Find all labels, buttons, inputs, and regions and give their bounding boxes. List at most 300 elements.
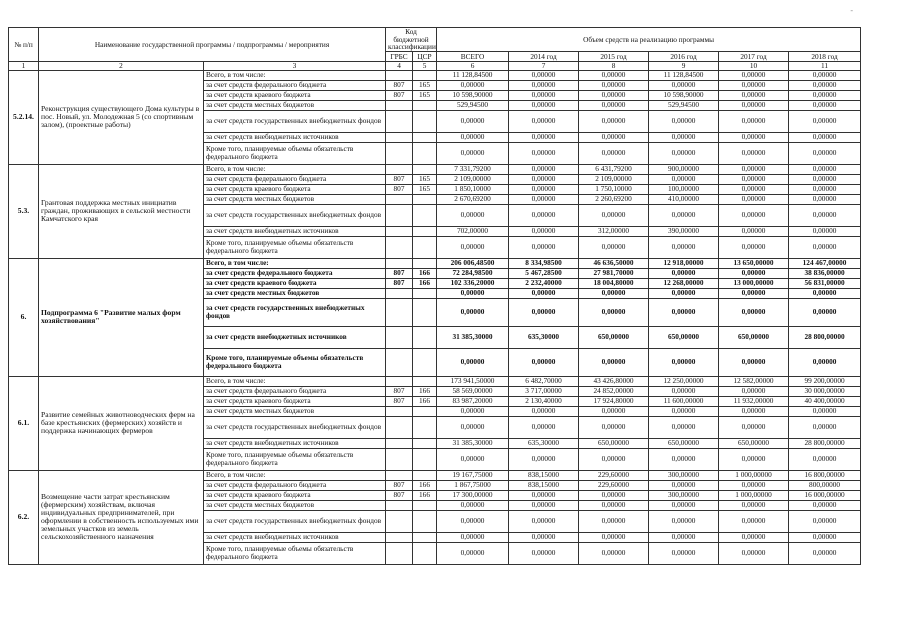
year-value: 12 268,00000 bbox=[649, 278, 719, 288]
year-value: 0,00000 bbox=[719, 110, 789, 132]
csr-code bbox=[413, 510, 437, 532]
year-value: 0,00000 bbox=[789, 90, 861, 100]
year-value: 11 600,00000 bbox=[649, 396, 719, 406]
year-value: 0,00000 bbox=[649, 500, 719, 510]
year-value: 16 800,00000 bbox=[789, 470, 861, 480]
header-volume: Объем средств на реализацию программы bbox=[437, 28, 861, 52]
year-value: 0,00000 bbox=[509, 348, 579, 376]
total-value: 2 109,00000 bbox=[437, 174, 509, 184]
funding-source-label: за счет средств краевого бюджета bbox=[204, 184, 386, 194]
year-value: 838,15000 bbox=[509, 480, 579, 490]
year-value: 0,00000 bbox=[649, 80, 719, 90]
funding-source-label: за счет средств местных бюджетов bbox=[204, 288, 386, 298]
year-value: 0,00000 bbox=[579, 542, 649, 564]
year-value: 0,00000 bbox=[649, 268, 719, 278]
grbs-code: 807 bbox=[386, 268, 413, 278]
grbs-code bbox=[386, 226, 413, 236]
year-value: 100,00000 bbox=[649, 184, 719, 194]
csr-code: 165 bbox=[413, 90, 437, 100]
csr-code bbox=[413, 142, 437, 164]
year-value: 13 000,00000 bbox=[719, 278, 789, 288]
total-value: 0,00000 bbox=[437, 288, 509, 298]
year-value: 0,00000 bbox=[719, 298, 789, 326]
grbs-code bbox=[386, 532, 413, 542]
year-value: 0,00000 bbox=[579, 236, 649, 258]
total-value: 11 128,84500 bbox=[437, 70, 509, 80]
grbs-code: 807 bbox=[386, 184, 413, 194]
year-value: 18 004,80000 bbox=[579, 278, 649, 288]
year-value: 2 260,69200 bbox=[579, 194, 649, 204]
csr-code bbox=[413, 132, 437, 142]
year-value: 0,00000 bbox=[719, 174, 789, 184]
index-cell: 8 bbox=[579, 61, 649, 70]
year-value: 16 000,00000 bbox=[789, 490, 861, 500]
year-value: 43 426,80000 bbox=[579, 376, 649, 386]
year-value: 0,00000 bbox=[789, 348, 861, 376]
csr-code bbox=[413, 70, 437, 80]
year-value: 40 400,00000 bbox=[789, 396, 861, 406]
year-value: 0,00000 bbox=[509, 510, 579, 532]
year-value: 0,00000 bbox=[579, 90, 649, 100]
grbs-code bbox=[386, 376, 413, 386]
grbs-code bbox=[386, 70, 413, 80]
csr-code bbox=[413, 236, 437, 258]
csr-code bbox=[413, 542, 437, 564]
table-row bbox=[9, 164, 861, 174]
funding-source-label: Кроме того, планируемые объемы обязательств федерального бюджета bbox=[204, 236, 386, 258]
year-value: 0,00000 bbox=[719, 500, 789, 510]
year-value: 0,00000 bbox=[649, 510, 719, 532]
year-value: 0,00000 bbox=[719, 70, 789, 80]
year-value: 0,00000 bbox=[509, 448, 579, 470]
index-cell: 2 bbox=[39, 61, 204, 70]
total-value: 72 284,98500 bbox=[437, 268, 509, 278]
funding-source-label: за счет средств федерального бюджета bbox=[204, 174, 386, 184]
grbs-code: 807 bbox=[386, 174, 413, 184]
csr-code bbox=[413, 110, 437, 132]
year-value: 0,00000 bbox=[579, 110, 649, 132]
grbs-code: 807 bbox=[386, 90, 413, 100]
year-value: 0,00000 bbox=[649, 142, 719, 164]
total-value: 19 167,75000 bbox=[437, 470, 509, 480]
year-value: 0,00000 bbox=[719, 288, 789, 298]
year-value: 0,00000 bbox=[579, 100, 649, 110]
year-value: 0,00000 bbox=[649, 132, 719, 142]
header-grbs: ГРБС bbox=[386, 51, 413, 61]
year-value: 0,00000 bbox=[719, 194, 789, 204]
program-name: Подпрограмма 6 "Развитие малых форм хозяйствования" bbox=[39, 258, 204, 376]
year-value: 0,00000 bbox=[789, 80, 861, 90]
csr-code bbox=[413, 500, 437, 510]
year-value: 0,00000 bbox=[789, 194, 861, 204]
year-value: 2 109,00000 bbox=[579, 174, 649, 184]
year-value: 0,00000 bbox=[789, 132, 861, 142]
year-value: 28 800,00000 bbox=[789, 438, 861, 448]
year-value: 229,60000 bbox=[579, 480, 649, 490]
year-value: 0,00000 bbox=[509, 184, 579, 194]
program-name: Развитие семейных животноводческих ферм на базе крестьянских (фермерских) хозяйств и поддержка начинающих фермеров bbox=[39, 376, 204, 470]
csr-code: 166 bbox=[413, 268, 437, 278]
funding-source-label: за счет средств внебюджетных источников bbox=[204, 532, 386, 542]
year-value: 0,00000 bbox=[789, 184, 861, 194]
total-value: 0,00000 bbox=[437, 510, 509, 532]
total-value: 31 385,30000 bbox=[437, 438, 509, 448]
grbs-code bbox=[386, 438, 413, 448]
year-value: 0,00000 bbox=[579, 348, 649, 376]
year-value: 312,00000 bbox=[579, 226, 649, 236]
year-value: 650,00000 bbox=[579, 326, 649, 348]
funding-source-label: за счет средств федерального бюджета bbox=[204, 386, 386, 396]
funding-source-label: за счет средств государственных внебюджетных фондов bbox=[204, 510, 386, 532]
year-value: 0,00000 bbox=[509, 500, 579, 510]
year-value: 635,30000 bbox=[509, 326, 579, 348]
year-value: 0,00000 bbox=[789, 110, 861, 132]
row-number: 6. bbox=[9, 258, 39, 376]
header-year: 2015 год bbox=[579, 51, 649, 61]
total-value: 1 867,75000 bbox=[437, 480, 509, 490]
total-value: 0,00000 bbox=[437, 542, 509, 564]
csr-code bbox=[413, 298, 437, 326]
funding-source-label: за счет средств местных бюджетов bbox=[204, 500, 386, 510]
year-value: 0,00000 bbox=[719, 226, 789, 236]
total-value: 0,00000 bbox=[437, 416, 509, 438]
grbs-code bbox=[386, 132, 413, 142]
index-row bbox=[9, 61, 861, 70]
grbs-code bbox=[386, 110, 413, 132]
year-value: 900,00000 bbox=[649, 164, 719, 174]
total-value: 0,00000 bbox=[437, 500, 509, 510]
total-value: 0,00000 bbox=[437, 204, 509, 226]
year-value: 0,00000 bbox=[509, 490, 579, 500]
year-value: 0,00000 bbox=[579, 80, 649, 90]
year-value: 0,00000 bbox=[719, 132, 789, 142]
year-value: 0,00000 bbox=[509, 194, 579, 204]
funding-source-label: за счет средств внебюджетных источников bbox=[204, 438, 386, 448]
total-value: 58 569,00000 bbox=[437, 386, 509, 396]
csr-code bbox=[413, 204, 437, 226]
year-value: 0,00000 bbox=[719, 510, 789, 532]
year-value: 0,00000 bbox=[719, 386, 789, 396]
csr-code: 166 bbox=[413, 396, 437, 406]
total-value: 7 331,79200 bbox=[437, 164, 509, 174]
year-value: 0,00000 bbox=[789, 448, 861, 470]
index-cell: 3 bbox=[204, 61, 386, 70]
year-value: 0,00000 bbox=[579, 490, 649, 500]
index-cell: 5 bbox=[413, 61, 437, 70]
csr-code bbox=[413, 416, 437, 438]
year-value: 0,00000 bbox=[789, 70, 861, 80]
year-value: 1 000,00000 bbox=[719, 490, 789, 500]
year-value: 0,00000 bbox=[509, 542, 579, 564]
index-cell: 9 bbox=[649, 61, 719, 70]
funding-source-label: за счет средств внебюджетных источников bbox=[204, 226, 386, 236]
grbs-code bbox=[386, 416, 413, 438]
year-value: 0,00000 bbox=[509, 532, 579, 542]
year-value: 0,00000 bbox=[579, 298, 649, 326]
index-cell: 4 bbox=[386, 61, 413, 70]
total-value: 0,00000 bbox=[437, 348, 509, 376]
total-value: 2 670,69200 bbox=[437, 194, 509, 204]
header-total: ВСЕГО bbox=[437, 51, 509, 61]
index-cell: 7 bbox=[509, 61, 579, 70]
funding-source-label: Всего, в том числе: bbox=[204, 376, 386, 386]
csr-code bbox=[413, 448, 437, 470]
year-value: 38 836,00000 bbox=[789, 268, 861, 278]
year-value: 0,00000 bbox=[789, 510, 861, 532]
year-value: 410,00000 bbox=[649, 194, 719, 204]
year-value: 0,00000 bbox=[649, 386, 719, 396]
year-value: 2 232,40000 bbox=[509, 278, 579, 288]
year-value: 0,00000 bbox=[509, 204, 579, 226]
year-value: 6 431,79200 bbox=[579, 164, 649, 174]
row-number: 5.3. bbox=[9, 164, 39, 258]
grbs-code bbox=[386, 194, 413, 204]
year-value: 0,00000 bbox=[789, 298, 861, 326]
funding-source-label: за счет средств краевого бюджета bbox=[204, 278, 386, 288]
year-value: 0,00000 bbox=[579, 510, 649, 532]
year-value: 0,00000 bbox=[509, 70, 579, 80]
funding-source-label: Кроме того, планируемые объемы обязательств федерального бюджета bbox=[204, 448, 386, 470]
year-value: 0,00000 bbox=[789, 174, 861, 184]
year-value: 99 200,00000 bbox=[789, 376, 861, 386]
grbs-code bbox=[386, 142, 413, 164]
funding-source-label: Всего, в том числе: bbox=[204, 164, 386, 174]
year-value: 0,00000 bbox=[579, 132, 649, 142]
funding-source-label: за счет средств федерального бюджета bbox=[204, 80, 386, 90]
grbs-code: 807 bbox=[386, 386, 413, 396]
year-value: 650,00000 bbox=[649, 326, 719, 348]
year-value: 0,00000 bbox=[579, 500, 649, 510]
year-value: 12 918,00000 bbox=[649, 258, 719, 268]
csr-code bbox=[413, 470, 437, 480]
funding-source-label: за счет средств внебюджетных источников bbox=[204, 132, 386, 142]
year-value: 0,00000 bbox=[719, 480, 789, 490]
header-year: 2018 год bbox=[789, 51, 861, 61]
grbs-code bbox=[386, 298, 413, 326]
year-value: 529,94500 bbox=[649, 100, 719, 110]
year-value: 24 852,00000 bbox=[579, 386, 649, 396]
year-value: 0,00000 bbox=[789, 542, 861, 564]
year-value: 0,00000 bbox=[719, 532, 789, 542]
grbs-code: 807 bbox=[386, 490, 413, 500]
year-value: 0,00000 bbox=[649, 204, 719, 226]
year-value: 0,00000 bbox=[509, 416, 579, 438]
funding-source-label: за счет средств федерального бюджета bbox=[204, 268, 386, 278]
program-name: Реконструкция существующего Дома культуры в пос. Новый, ул. Молодежная 5 (со спортивным залом), (проектные работы) bbox=[39, 70, 204, 164]
index-cell: 1 bbox=[9, 61, 39, 70]
year-value: 0,00000 bbox=[719, 542, 789, 564]
index-cell: 6 bbox=[437, 61, 509, 70]
year-value: 0,00000 bbox=[789, 406, 861, 416]
table-row bbox=[9, 258, 861, 268]
grbs-code bbox=[386, 348, 413, 376]
year-value: 0,00000 bbox=[509, 132, 579, 142]
year-value: 300,00000 bbox=[649, 470, 719, 480]
year-value: 0,00000 bbox=[509, 142, 579, 164]
year-value: 0,00000 bbox=[579, 532, 649, 542]
year-value: 27 981,70000 bbox=[579, 268, 649, 278]
csr-code: 165 bbox=[413, 174, 437, 184]
funding-source-label: за счет средств государственных внебюджетных фондов bbox=[204, 110, 386, 132]
year-value: 650,00000 bbox=[719, 438, 789, 448]
funding-source-label: за счет средств местных бюджетов bbox=[204, 100, 386, 110]
year-value: 1 000,00000 bbox=[719, 470, 789, 480]
table-row bbox=[9, 376, 861, 386]
year-value: 0,00000 bbox=[509, 288, 579, 298]
total-value: 10 598,90000 bbox=[437, 90, 509, 100]
funding-source-label: Кроме того, планируемые объемы обязательств федерального бюджета bbox=[204, 542, 386, 564]
year-value: 28 800,00000 bbox=[789, 326, 861, 348]
header-year: 2014 год bbox=[509, 51, 579, 61]
funding-source-label: Всего, в том числе: bbox=[204, 258, 386, 268]
year-value: 0,00000 bbox=[789, 100, 861, 110]
year-value: 3 717,00000 bbox=[509, 386, 579, 396]
total-value: 0,00000 bbox=[437, 298, 509, 326]
year-value: 300,00000 bbox=[649, 490, 719, 500]
csr-code: 165 bbox=[413, 184, 437, 194]
funding-source-label: за счет средств государственных внебюджетных фондов bbox=[204, 298, 386, 326]
total-value: 702,00000 bbox=[437, 226, 509, 236]
year-value: 1 750,10000 bbox=[579, 184, 649, 194]
year-value: 0,00000 bbox=[649, 288, 719, 298]
grbs-code: 807 bbox=[386, 480, 413, 490]
year-value: 6 482,70000 bbox=[509, 376, 579, 386]
year-value: 11 932,00000 bbox=[719, 396, 789, 406]
year-value: 0,00000 bbox=[719, 448, 789, 470]
csr-code bbox=[413, 226, 437, 236]
grbs-code bbox=[386, 500, 413, 510]
year-value: 800,00000 bbox=[789, 480, 861, 490]
corner-mark: - bbox=[850, 6, 853, 15]
grbs-code bbox=[386, 470, 413, 480]
year-value: 0,00000 bbox=[579, 288, 649, 298]
year-value: 0,00000 bbox=[649, 448, 719, 470]
year-value: 0,00000 bbox=[789, 288, 861, 298]
year-value: 0,00000 bbox=[509, 298, 579, 326]
total-value: 31 385,30000 bbox=[437, 326, 509, 348]
year-value: 0,00000 bbox=[509, 236, 579, 258]
csr-code: 166 bbox=[413, 386, 437, 396]
funding-source-label: за счет средств краевого бюджета bbox=[204, 396, 386, 406]
year-value: 0,00000 bbox=[719, 164, 789, 174]
year-value: 0,00000 bbox=[719, 142, 789, 164]
year-value: 11 128,84500 bbox=[649, 70, 719, 80]
year-value: 650,00000 bbox=[579, 438, 649, 448]
table-row bbox=[9, 470, 861, 480]
table-row bbox=[9, 70, 861, 80]
year-value: 13 650,00000 bbox=[719, 258, 789, 268]
year-value: 0,00000 bbox=[719, 90, 789, 100]
csr-code: 166 bbox=[413, 480, 437, 490]
csr-code: 166 bbox=[413, 278, 437, 288]
grbs-code bbox=[386, 542, 413, 564]
year-value: 0,00000 bbox=[789, 500, 861, 510]
grbs-code bbox=[386, 236, 413, 258]
year-value: 0,00000 bbox=[509, 174, 579, 184]
total-value: 0,00000 bbox=[437, 236, 509, 258]
grbs-code: 807 bbox=[386, 80, 413, 90]
csr-code bbox=[413, 194, 437, 204]
total-value: 529,94500 bbox=[437, 100, 509, 110]
year-value: 0,00000 bbox=[649, 532, 719, 542]
year-value: 0,00000 bbox=[789, 142, 861, 164]
year-value: 56 831,00000 bbox=[789, 278, 861, 288]
year-value: 0,00000 bbox=[719, 80, 789, 90]
year-value: 0,00000 bbox=[509, 226, 579, 236]
year-value: 2 130,40000 bbox=[509, 396, 579, 406]
year-value: 46 636,50000 bbox=[579, 258, 649, 268]
year-value: 12 250,00000 bbox=[649, 376, 719, 386]
year-value: 0,00000 bbox=[579, 142, 649, 164]
program-name: Возмещение части затрат крестьянским (фермерским) хозяйствам, включая индивидуальных предпринимателей, при оформлении в собственность используемых ими земельных участков из земель сельскохозяйственного назначения bbox=[39, 470, 204, 564]
total-value: 0,00000 bbox=[437, 406, 509, 416]
total-value: 83 987,20000 bbox=[437, 396, 509, 406]
year-value: 838,15000 bbox=[509, 470, 579, 480]
year-value: 5 467,28500 bbox=[509, 268, 579, 278]
csr-code: 165 bbox=[413, 80, 437, 90]
header-code: Код бюджетной классификации bbox=[386, 28, 437, 52]
year-value: 0,00000 bbox=[789, 416, 861, 438]
year-value: 0,00000 bbox=[719, 416, 789, 438]
row-number: 6.1. bbox=[9, 376, 39, 470]
funding-source-label: за счет средств государственных внебюджетных фондов bbox=[204, 416, 386, 438]
year-value: 0,00000 bbox=[509, 80, 579, 90]
year-value: 0,00000 bbox=[719, 268, 789, 278]
year-value: 0,00000 bbox=[649, 236, 719, 258]
year-value: 12 582,00000 bbox=[719, 376, 789, 386]
year-value: 635,30000 bbox=[509, 438, 579, 448]
program-name: Грантовая поддержка местных инициатив граждан, проживающих в сельской местности Камчатского края bbox=[39, 164, 204, 258]
year-value: 0,00000 bbox=[649, 348, 719, 376]
year-value: 0,00000 bbox=[649, 174, 719, 184]
year-value: 0,00000 bbox=[509, 406, 579, 416]
header-no: № п/п bbox=[9, 28, 39, 62]
csr-code bbox=[413, 348, 437, 376]
total-value: 0,00000 bbox=[437, 448, 509, 470]
year-value: 0,00000 bbox=[649, 110, 719, 132]
year-value: 0,00000 bbox=[719, 204, 789, 226]
funding-source-label: за счет средств местных бюджетов bbox=[204, 194, 386, 204]
year-value: 0,00000 bbox=[509, 110, 579, 132]
total-value: 0,00000 bbox=[437, 142, 509, 164]
year-value: 0,00000 bbox=[719, 348, 789, 376]
header-csr: ЦСР bbox=[413, 51, 437, 61]
csr-code bbox=[413, 532, 437, 542]
year-value: 650,00000 bbox=[719, 326, 789, 348]
budget-table bbox=[8, 27, 861, 565]
grbs-code bbox=[386, 258, 413, 268]
row-number: 5.2.14. bbox=[9, 70, 39, 164]
index-cell: 10 bbox=[719, 61, 789, 70]
total-value: 0,00000 bbox=[437, 532, 509, 542]
funding-source-label: за счет средств местных бюджетов bbox=[204, 406, 386, 416]
csr-code bbox=[413, 438, 437, 448]
grbs-code: 807 bbox=[386, 278, 413, 288]
total-value: 0,00000 bbox=[437, 80, 509, 90]
index-cell: 11 bbox=[789, 61, 861, 70]
grbs-code bbox=[386, 204, 413, 226]
budget-table-sheet bbox=[8, 27, 860, 565]
table-body bbox=[9, 70, 861, 564]
row-number: 6.2. bbox=[9, 470, 39, 564]
year-value: 650,00000 bbox=[649, 438, 719, 448]
csr-code bbox=[413, 258, 437, 268]
total-value: 0,00000 bbox=[437, 132, 509, 142]
grbs-code bbox=[386, 510, 413, 532]
year-value: 0,00000 bbox=[579, 70, 649, 80]
funding-source-label: Кроме того, планируемые объемы обязательств федерального бюджета bbox=[204, 142, 386, 164]
year-value: 0,00000 bbox=[789, 204, 861, 226]
